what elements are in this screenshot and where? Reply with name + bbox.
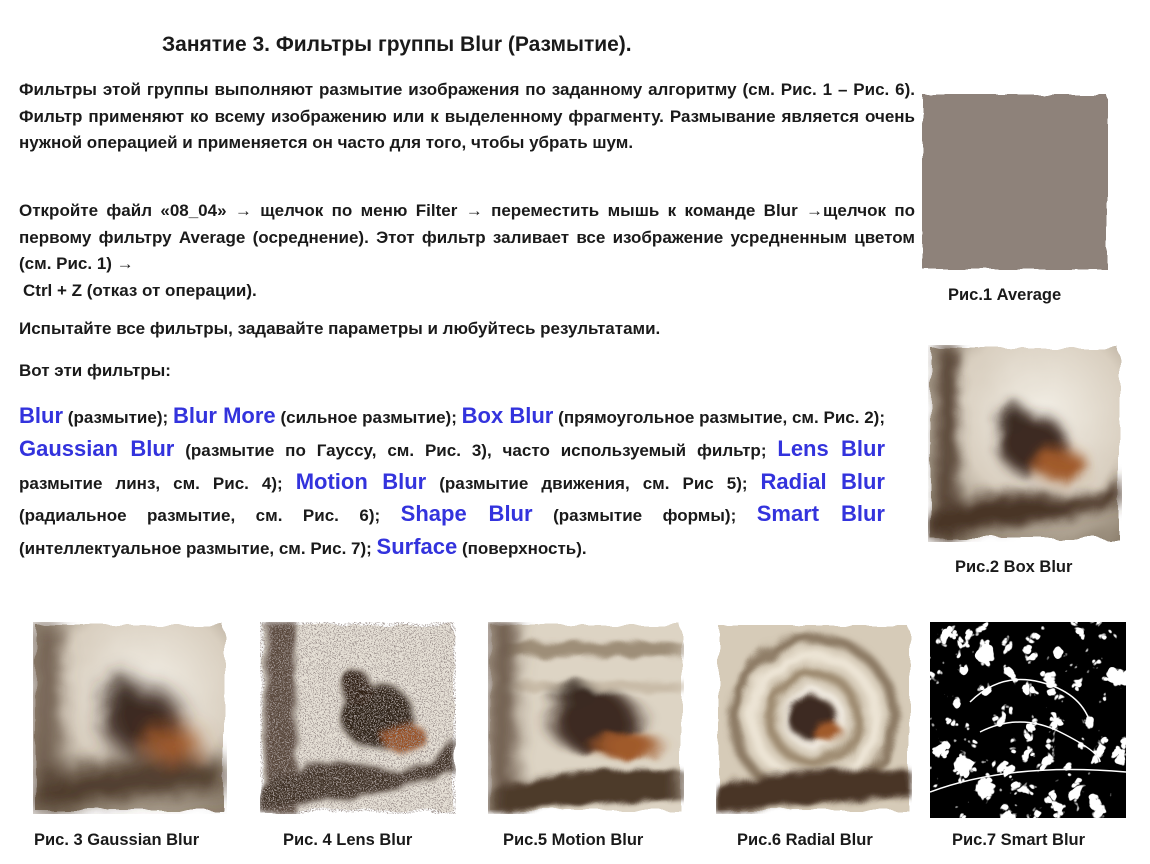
figure-radial-blur — [716, 622, 912, 814]
figure-average — [918, 90, 1112, 274]
radial-blur-image — [716, 622, 912, 814]
filter-name: Lens Blur — [777, 435, 886, 461]
figure-lens-blur — [260, 622, 456, 814]
caption-fig7: Рис.7 Smart Blur — [952, 831, 1086, 849]
filter-item — [19, 435, 778, 461]
filter-desc: (поверхность). — [461, 539, 587, 559]
filter-name: Shape Blur — [400, 501, 533, 527]
caption-fig2: Рис.2 Box Blur — [955, 558, 1073, 576]
filters-paragraph — [19, 401, 885, 565]
filter-item — [172, 403, 462, 428]
undo-text: Ctrl + Z (отказ от операции). — [23, 280, 257, 300]
filter-name: Blur — [19, 403, 63, 428]
filter-name: Smart Blur — [756, 501, 885, 527]
filter-desc: (прямоугольное размытие, см. Рис. 2); — [558, 408, 885, 427]
average-image — [918, 90, 1112, 274]
open-file-text: Откройте файл «08_04» → щелчок по меню Filter → переместить мышь к команде Blur →щелчок по первому фильтру Average (осреднение). Этот фильтр заливает все изображение усредненным цветом (см. Рис. 1) → — [19, 201, 915, 273]
filter-name: Radial Blur — [760, 468, 885, 494]
filter-desc: (радиальное размытие, см. Рис. 6); — [19, 506, 401, 526]
figure-gaussian-blur — [33, 622, 227, 814]
filter-name: Blur More — [172, 403, 276, 428]
box-blur-image — [928, 345, 1122, 542]
filter-desc: (размытие формы); — [553, 506, 757, 526]
filter-desc: (размытие движения, см. Рис 5); — [439, 473, 761, 493]
filter-desc: размытие линз, см. Рис. 4); — [19, 473, 296, 493]
open-file-paragraph — [19, 198, 915, 304]
try-paragraph: Испытайте все фильтры, задавайте параметры и любуйтесь результатами. — [19, 319, 661, 338]
filter-desc: (размытие); — [67, 408, 173, 427]
filter-desc: (размытие по Гауссу, см. Рис. 3), часто используемый фильтр; — [185, 440, 778, 460]
intro-paragraph: Фильтры этой группы выполняют размытие изображения по заданному алгоритму (см. Рис. 1 – Рис. 6). Фильтр применяют ко всему изображению или к выделенному фрагменту. Размывание является очень нужной операцией и применяется он часто для того, чтобы убрать шум. — [19, 80, 915, 152]
filter-item — [400, 501, 757, 527]
figure-box-blur — [928, 345, 1122, 542]
filter-desc: (интеллектуальное размытие, см. Рис. 7); — [19, 539, 377, 559]
filter-desc: (сильное размытие); — [280, 408, 462, 427]
caption-fig4: Рис. 4 Lens Blur — [283, 831, 413, 849]
filter-name: Box Blur — [461, 403, 554, 428]
motion-blur-image — [488, 622, 684, 814]
filter-item — [19, 403, 173, 428]
gaussian-blur-image — [33, 622, 227, 814]
caption-fig6: Рис.6 Radial Blur — [737, 831, 873, 849]
page-title: Занятие 3. Фильтры группы Blur (Размытие). — [162, 33, 632, 56]
caption-fig1: Рис.1 Average — [948, 286, 1062, 304]
caption-fig3: Рис. 3 Gaussian Blur — [34, 831, 200, 849]
caption-fig5: Рис.5 Motion Blur — [503, 831, 644, 849]
filter-item — [376, 534, 587, 560]
lens-blur-image — [260, 622, 456, 814]
smart-blur-image — [930, 622, 1126, 818]
filter-name: Surface — [376, 534, 458, 560]
filter-name: Motion Blur — [295, 468, 427, 494]
these-filters-label: Вот эти фильтры: — [19, 361, 171, 380]
filter-name: Gaussian Blur — [19, 435, 175, 461]
filter-item — [461, 403, 885, 428]
figure-motion-blur — [488, 622, 684, 814]
figure-smart-blur — [930, 622, 1126, 818]
filter-item — [295, 468, 761, 494]
